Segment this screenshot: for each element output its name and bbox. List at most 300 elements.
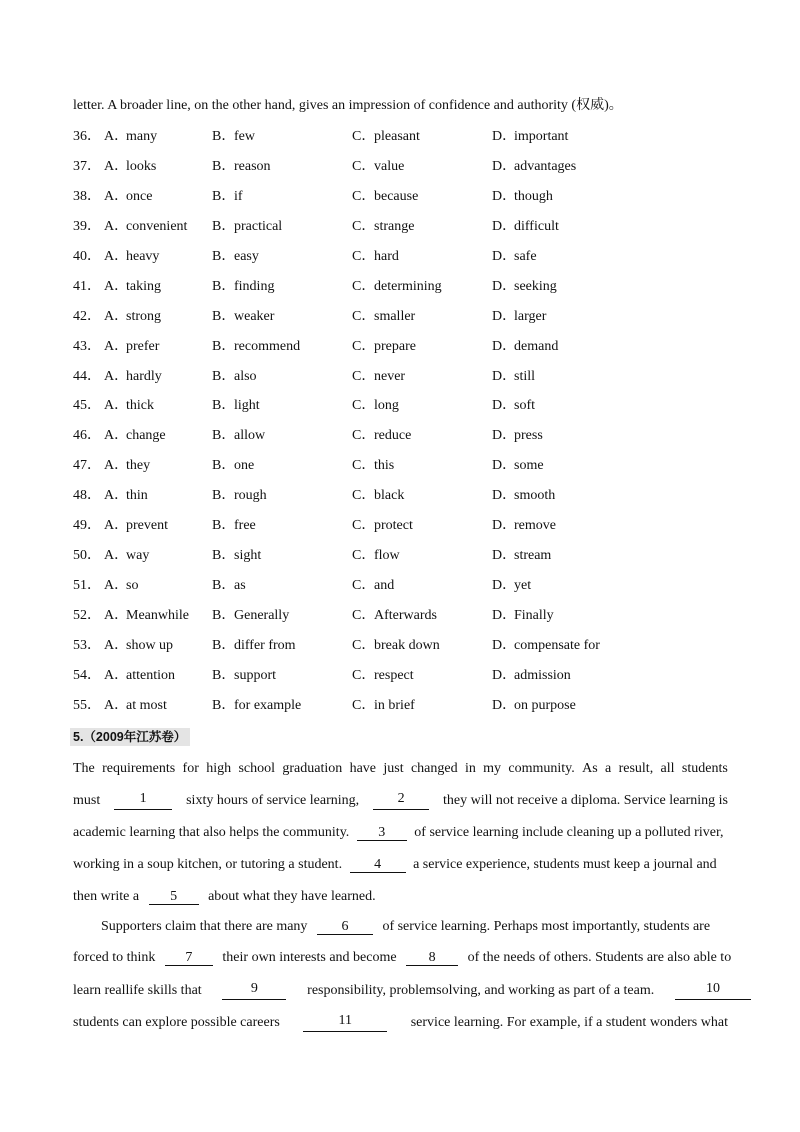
option-a [104, 307, 161, 327]
option-letter: A． [104, 458, 129, 474]
option-letter: C． [352, 697, 376, 713]
question-number: 36． [73, 129, 101, 144]
question-row [73, 486, 733, 516]
option-text: allow [234, 428, 266, 444]
option-text: prefer [126, 338, 160, 354]
option-letter: D． [492, 608, 517, 623]
option-text: reason [234, 158, 271, 174]
question-number: 40． [73, 248, 101, 264]
option-text: never [374, 368, 406, 384]
option-letter: C． [352, 578, 376, 594]
blank-3: 3 [357, 826, 407, 841]
blank-9: 9 [222, 982, 286, 1000]
option-letter: B． [212, 158, 236, 174]
passage-line [73, 888, 728, 906]
passage-line [73, 760, 728, 778]
passage-text: Supporters claim that there are many [101, 919, 308, 934]
option-a [104, 247, 159, 267]
option-letter: A． [104, 248, 129, 264]
option-letter: A． [104, 129, 129, 144]
option-b [212, 516, 256, 536]
option-c [352, 696, 415, 716]
option-text: this [374, 458, 395, 474]
option-d [492, 217, 559, 237]
option-text: compensate for [514, 637, 600, 653]
option-letter: A． [104, 637, 129, 653]
option-b [212, 277, 274, 297]
option-letter: D． [492, 697, 517, 713]
answer-options-table [73, 127, 733, 726]
option-letter: A． [104, 667, 129, 683]
option-d [492, 606, 554, 626]
option-text: show up [126, 637, 174, 653]
option-b [212, 546, 261, 566]
option-d [492, 127, 568, 147]
question-row [73, 546, 733, 576]
option-text: and [374, 578, 395, 594]
option-d [492, 187, 553, 207]
option-letter: D． [492, 308, 517, 324]
option-letter: D． [492, 129, 517, 144]
question-number: 45． [73, 398, 101, 414]
option-a [104, 187, 152, 207]
option-a [104, 516, 168, 536]
passage-text: sixty hours of service learning, [186, 793, 360, 808]
option-c [352, 516, 413, 536]
option-text: prepare [374, 338, 416, 354]
blank-11: 11 [303, 1014, 387, 1032]
option-text: Afterwards [374, 608, 437, 623]
option-letter: C． [352, 488, 376, 504]
option-d [492, 666, 571, 686]
option-a [104, 127, 157, 147]
passage-text: must [73, 793, 101, 808]
question-row [73, 307, 733, 337]
option-letter: B． [212, 218, 236, 234]
option-d [492, 696, 576, 716]
passage-word: my [483, 761, 502, 776]
option-text: so [126, 578, 139, 594]
option-text: difficult [514, 218, 559, 234]
option-text: still [514, 368, 536, 384]
option-a [104, 486, 148, 506]
option-letter: B． [212, 428, 236, 444]
option-text: looks [126, 158, 157, 174]
question-row [73, 426, 733, 456]
option-text: soft [514, 398, 535, 414]
option-letter: B． [212, 518, 236, 534]
option-letter: C． [352, 188, 376, 204]
option-d [492, 576, 531, 596]
option-text: reduce [374, 428, 412, 444]
option-text: finding [234, 278, 275, 294]
option-letter: B． [212, 398, 236, 414]
option-letter: D． [492, 548, 517, 564]
option-c [352, 636, 440, 656]
option-letter: D． [492, 218, 517, 234]
option-c [352, 337, 416, 357]
option-a [104, 576, 138, 596]
option-b [212, 396, 260, 416]
option-text: stream [514, 548, 552, 564]
option-text: hard [374, 248, 399, 264]
option-letter: D． [492, 518, 517, 534]
option-b [212, 666, 276, 686]
option-text: respect [374, 667, 414, 683]
option-letter: B． [212, 188, 236, 204]
option-a [104, 636, 173, 656]
option-text: Generally [234, 608, 290, 623]
option-text: support [234, 667, 276, 683]
question-row [73, 396, 733, 426]
option-letter: B． [212, 248, 236, 264]
option-letter: D． [492, 278, 517, 294]
option-text: prevent [126, 518, 168, 534]
passage-word: high [206, 761, 232, 776]
option-text: value [374, 158, 405, 174]
option-letter: C． [352, 278, 376, 294]
option-text: also [234, 368, 257, 384]
option-letter: B． [212, 637, 236, 653]
option-letter: A． [104, 398, 129, 414]
question-number: 48． [73, 488, 101, 504]
question-number: 42． [73, 308, 101, 324]
option-letter: B． [212, 129, 236, 144]
option-letter: D． [492, 488, 517, 504]
passage-line [73, 1014, 728, 1032]
option-letter: C． [352, 398, 376, 414]
option-text: practical [234, 218, 283, 234]
option-letter: A． [104, 218, 129, 234]
option-c [352, 277, 442, 297]
option-text: safe [514, 248, 537, 264]
question-number: 54． [73, 667, 101, 683]
option-c [352, 187, 418, 207]
question-number: 39． [73, 218, 101, 234]
question-row [73, 187, 733, 217]
passage-text: students can explore possible careers [73, 1015, 280, 1030]
option-text: yet [514, 578, 532, 594]
option-letter: C． [352, 428, 376, 444]
option-d [492, 337, 558, 357]
passage-word: for [182, 761, 199, 776]
passage-text: then write a [73, 889, 140, 904]
option-letter: B． [212, 608, 236, 623]
passage-word: community. [508, 761, 575, 776]
question-number: 52． [73, 608, 101, 623]
option-c [352, 576, 394, 596]
option-letter: B． [212, 458, 236, 474]
option-text: protect [374, 518, 413, 534]
passage-word: have [349, 761, 377, 776]
passage-text: learn reallife skills that [73, 983, 202, 998]
option-letter: B． [212, 368, 236, 384]
option-letter: C． [352, 548, 376, 564]
option-letter: D． [492, 578, 517, 594]
option-letter: D． [492, 398, 517, 414]
passage-text: about what they have learned. [208, 889, 376, 904]
option-c [352, 396, 399, 416]
option-d [492, 636, 600, 656]
option-text: admission [514, 667, 571, 683]
option-text: weaker [234, 308, 275, 324]
option-letter: D． [492, 428, 517, 444]
option-text: taking [126, 278, 161, 294]
option-text: as [234, 578, 246, 594]
option-letter: C． [352, 248, 376, 264]
option-letter: A． [104, 368, 129, 384]
option-text: convenient [126, 218, 188, 234]
section-header: 5.（2009年江苏卷） [70, 728, 190, 746]
question-row [73, 576, 733, 606]
option-c [352, 157, 404, 177]
option-c [352, 486, 404, 506]
option-d [492, 456, 544, 476]
option-c [352, 546, 400, 566]
question-row [73, 337, 733, 367]
blank-7: 7 [165, 951, 213, 966]
option-letter: C． [352, 368, 376, 384]
passage-line [73, 856, 728, 874]
option-text: smooth [514, 488, 556, 504]
option-text: black [374, 488, 405, 504]
option-text: flow [374, 548, 400, 564]
option-d [492, 396, 535, 416]
option-text: free [234, 518, 256, 534]
option-d [492, 486, 555, 506]
passage-text: they will not receive a diploma. Service learning is [443, 793, 728, 808]
option-text: easy [234, 248, 259, 264]
question-number: 46． [73, 428, 101, 444]
passage-text: service learning. For example, if a student wonders what [410, 1015, 728, 1030]
option-b [212, 217, 282, 237]
option-b [212, 636, 296, 656]
option-text: Finally [514, 608, 554, 623]
option-c [352, 666, 414, 686]
option-text: advantages [514, 158, 577, 174]
question-row [73, 456, 733, 486]
option-letter: A． [104, 188, 129, 204]
option-b [212, 187, 243, 207]
passage-line [73, 792, 728, 810]
passage-word: a [605, 761, 612, 776]
option-letter: D． [492, 368, 517, 384]
option-text: one [234, 458, 255, 474]
option-letter: C． [352, 158, 376, 174]
question-row [73, 516, 733, 546]
option-a [104, 367, 162, 387]
option-letter: C． [352, 308, 376, 324]
option-letter: A． [104, 518, 129, 534]
blank-4: 4 [350, 858, 406, 873]
option-b [212, 247, 259, 267]
option-letter: A． [104, 608, 129, 623]
option-a [104, 606, 189, 626]
passage-line [73, 949, 732, 967]
option-b [212, 426, 265, 446]
option-text: larger [514, 308, 547, 324]
option-c [352, 426, 411, 446]
option-letter: C． [352, 129, 376, 144]
option-letter: A． [104, 428, 129, 444]
option-letter: C． [352, 458, 376, 474]
passage-word: school [238, 761, 276, 776]
question-row [73, 127, 733, 157]
option-c [352, 367, 405, 387]
passage-text: forced to think [73, 950, 156, 965]
passage-text: of service learning include cleaning up a polluted river, [414, 825, 724, 840]
option-c [352, 217, 414, 237]
passage-text: working in a soup kitchen, or tutoring a student. [73, 857, 343, 872]
option-d [492, 546, 551, 566]
option-letter: D． [492, 667, 517, 683]
option-text: Meanwhile [126, 608, 189, 623]
option-text: at most [126, 697, 167, 713]
blank-1: 1 [114, 792, 172, 810]
option-a [104, 337, 159, 357]
question-row [73, 217, 733, 247]
option-c [352, 247, 399, 267]
option-text: recommend [234, 338, 301, 354]
option-text: hardly [126, 368, 162, 384]
option-text: rough [234, 488, 267, 504]
option-letter: B． [212, 278, 236, 294]
option-c [352, 307, 415, 327]
question-row [73, 636, 733, 666]
passage-text: a service experience, students must keep a journal and [413, 857, 717, 872]
option-a [104, 546, 149, 566]
question-number: 44． [73, 368, 101, 384]
option-d [492, 367, 535, 387]
option-letter: A． [104, 697, 129, 713]
option-text: remove [514, 518, 556, 534]
question-row [73, 277, 733, 307]
option-d [492, 277, 557, 297]
option-letter: A． [104, 308, 129, 324]
option-a [104, 157, 156, 177]
option-letter: A． [104, 278, 129, 294]
option-letter: D． [492, 637, 517, 653]
option-a [104, 426, 166, 446]
option-letter: D． [492, 338, 517, 354]
passage-text: of service learning. Perhaps most importantly, students are [382, 919, 711, 934]
option-c [352, 456, 394, 476]
option-text: light [234, 398, 260, 414]
option-letter: D． [492, 158, 517, 174]
passage-text: of the needs of others. Students are also able to [467, 950, 732, 965]
option-text: way [126, 548, 150, 564]
question-number: 38． [73, 188, 101, 204]
question-number: 41． [73, 278, 101, 294]
option-letter: B． [212, 578, 236, 594]
option-b [212, 127, 255, 147]
passage-continuation-line: letter. A broader line, on the other hand, gives an impression of confidence and authority (权威)。 [73, 98, 623, 113]
passage-word: changed [410, 761, 458, 776]
option-text: they [126, 458, 151, 474]
option-text: thick [126, 398, 154, 414]
option-letter: A． [104, 158, 129, 174]
option-a [104, 217, 187, 237]
option-text: change [126, 428, 166, 444]
option-text: few [234, 129, 255, 144]
option-letter: C． [352, 637, 376, 653]
question-row [73, 606, 733, 636]
option-b [212, 307, 274, 327]
option-d [492, 426, 543, 446]
option-letter: C． [352, 518, 376, 534]
option-text: on purpose [514, 697, 576, 713]
question-row [73, 666, 733, 696]
option-a [104, 696, 167, 716]
question-number: 43． [73, 338, 101, 354]
option-a [104, 456, 150, 476]
passage-text: academic learning that also helps the community. [73, 825, 350, 840]
option-letter: C． [352, 218, 376, 234]
option-b [212, 576, 246, 596]
option-text: once [126, 188, 153, 204]
option-b [212, 456, 254, 476]
option-text: heavy [126, 248, 160, 264]
option-text: smaller [374, 308, 416, 324]
option-d [492, 247, 537, 267]
option-text: in brief [374, 697, 415, 713]
option-letter: B． [212, 308, 236, 324]
option-letter: A． [104, 338, 129, 354]
question-number: 50． [73, 548, 101, 564]
option-text: demand [514, 338, 559, 354]
passage-word: students [681, 761, 728, 776]
passage-word: all [660, 761, 675, 776]
blank-8: 8 [406, 951, 458, 966]
blank-10: 10 [675, 982, 751, 1000]
option-d [492, 516, 556, 536]
passage-word: As [582, 761, 598, 776]
passage-text: their own interests and become [222, 950, 397, 965]
question-number: 53． [73, 637, 101, 653]
passage-word: just [383, 761, 404, 776]
passage-line [73, 824, 728, 842]
option-letter: C． [352, 338, 376, 354]
option-b [212, 367, 257, 387]
option-b [212, 337, 300, 357]
option-letter: C． [352, 608, 376, 623]
option-text: because [374, 188, 419, 204]
option-letter: D． [492, 248, 517, 264]
option-text: long [374, 398, 399, 414]
blank-6: 6 [317, 920, 373, 935]
option-text: seeking [514, 278, 557, 294]
option-text: some [514, 458, 544, 474]
question-number: 55． [73, 697, 101, 713]
option-c [352, 127, 420, 147]
option-letter: A． [104, 548, 129, 564]
option-text: strong [126, 308, 161, 324]
question-row [73, 157, 733, 187]
option-letter: A． [104, 488, 129, 504]
question-row [73, 247, 733, 277]
option-text: many [126, 129, 158, 144]
option-letter: B． [212, 697, 236, 713]
blank-2: 2 [373, 792, 429, 810]
option-letter: D． [492, 188, 517, 204]
option-letter: C． [352, 667, 376, 683]
passage-line [101, 918, 728, 936]
option-b [212, 157, 271, 177]
passage-word: graduation [282, 761, 343, 776]
question-row [73, 367, 733, 397]
option-b [212, 606, 289, 626]
passage-text: responsibility, problemsolving, and working as part of a team. [307, 983, 655, 998]
